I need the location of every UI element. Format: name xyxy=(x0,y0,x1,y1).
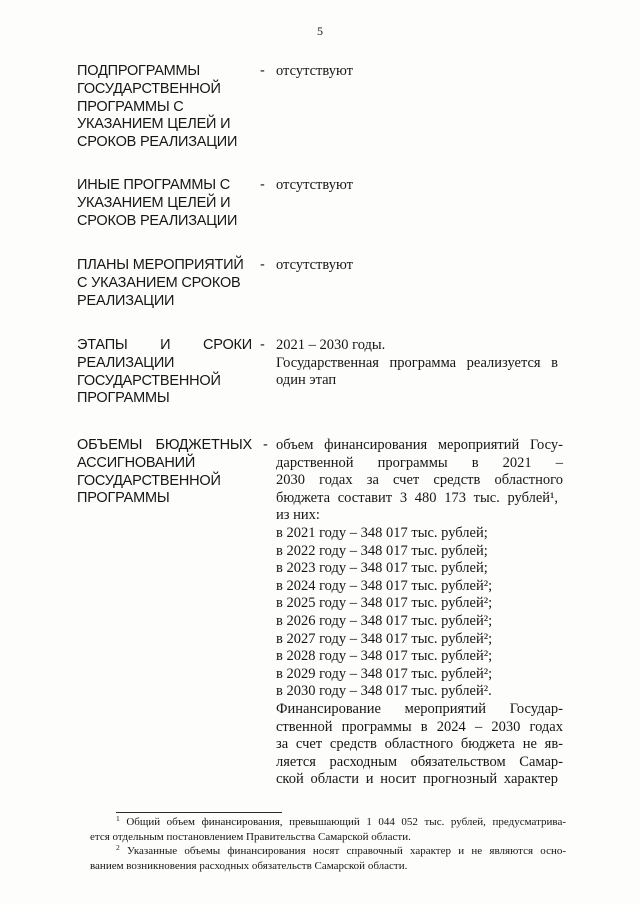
row-label xyxy=(77,437,257,508)
row-label-line: СРОКОВ РЕАЛИЗАЦИИ xyxy=(77,212,238,229)
row-value xyxy=(276,177,563,195)
row-label-line: ПРОГРАММЫ xyxy=(77,390,170,407)
row-label-line: ИНЫЕ ПРОГРАММЫ С xyxy=(77,177,231,193)
funding-year-line: в 2025 году – 348 017 тыс. рублей²; xyxy=(276,595,493,612)
row-value xyxy=(276,437,563,789)
row-label-line: РЕАЛИЗАЦИИ xyxy=(77,292,175,309)
row-value xyxy=(276,63,563,81)
funding-year-line: в 2021 году – 348 017 тыс. рублей; xyxy=(276,524,488,541)
row-value-line: один этап xyxy=(276,372,337,389)
row-label-line: ЭТАПЫ И СРОКИ xyxy=(77,337,252,353)
funding-year-line: в 2026 году – 348 017 тыс. рублей²; xyxy=(276,612,493,629)
row-label-line: ПОДПРОГРАММЫ xyxy=(77,63,201,79)
footnote-1-line: ется отдельным постановлением Правительства Самарской области. xyxy=(90,830,411,843)
row-value-line: отсутствуют xyxy=(276,63,353,79)
row-dash: - xyxy=(260,177,265,193)
row-value xyxy=(276,257,563,275)
row-label-line: ОБЪЕМЫ БЮДЖЕТНЫХ xyxy=(77,437,252,453)
row-label-line: С УКАЗАНИЕМ СРОКОВ xyxy=(77,274,241,291)
row-value-line: отсутствуют xyxy=(276,177,353,193)
footnote-text: Указанные объемы финансирования носят справочный характер и не являются осно- xyxy=(127,845,566,857)
row-value-line: ляется расходным обязательством Самар- xyxy=(276,753,563,770)
row-value xyxy=(276,337,563,390)
row-value-line: за счет средств областного бюджета не яв- xyxy=(276,736,563,753)
funding-year-line: в 2028 году – 348 017 тыс. рублей²; xyxy=(276,648,493,665)
footnote-marker: 1 xyxy=(116,814,120,823)
row-label xyxy=(77,63,257,152)
funding-year-line: в 2027 году – 348 017 тыс. рублей²; xyxy=(276,630,493,647)
row-label-line: ГОСУДАРСТВЕННОЙ xyxy=(77,80,221,97)
row-label-line: ПЛАНЫ МЕРОПРИЯТИЙ xyxy=(77,257,244,273)
footnote-2-line xyxy=(116,844,566,859)
row-dash: - xyxy=(263,437,268,453)
row-value-line: дарственной программы в 2021 – xyxy=(276,454,563,471)
row-label-line: УКАЗАНИЕМ ЦЕЛЕЙ И xyxy=(77,116,231,133)
row-value-line: бюджета составит 3 480 173 тыс. рублей¹, xyxy=(276,489,558,506)
footnote-separator xyxy=(116,812,282,813)
funding-year-line: в 2030 году – 348 017 тыс. рублей². xyxy=(276,683,492,700)
page-number: 5 xyxy=(317,24,323,38)
row-label xyxy=(77,177,257,230)
footnote-1-line xyxy=(116,815,566,830)
row-value-line: 2030 годах за счет средств областного xyxy=(276,472,563,489)
footnote-marker: 2 xyxy=(116,843,120,852)
footnote-text: Общий объем финансирования, превышающий 1 044 052 тыс. рублей, предусматрива- xyxy=(126,816,566,828)
row-dash: - xyxy=(260,63,265,79)
row-label-line: РЕАЛИЗАЦИИ xyxy=(77,354,175,371)
row-value-line: Финансирование мероприятий Государ- xyxy=(276,700,563,717)
row-dash: - xyxy=(260,257,265,273)
row-value-line: ской области и носит прогнозный характер xyxy=(276,771,558,788)
row-label xyxy=(77,337,257,408)
funding-year-line: в 2023 году – 348 017 тыс. рублей; xyxy=(276,560,488,577)
funding-year-line: в 2022 году – 348 017 тыс. рублей; xyxy=(276,542,488,559)
row-label-line: ГОСУДАРСТВЕННОЙ xyxy=(77,472,221,489)
row-label-line: СРОКОВ РЕАЛИЗАЦИИ xyxy=(77,134,238,151)
funding-year-line: в 2029 году – 348 017 тыс. рублей²; xyxy=(276,665,493,682)
row-value-line: ственной программы в 2024 – 2030 годах xyxy=(276,718,563,735)
row-value-line: Государственная программа реализуется в xyxy=(276,354,558,371)
row-label xyxy=(77,257,257,310)
row-label-line: ПРОГРАММЫ xyxy=(77,490,170,507)
row-dash: - xyxy=(260,337,265,353)
row-value-line: объем финансирования мероприятий Госу- xyxy=(276,437,563,453)
footnotes xyxy=(90,815,566,873)
row-value-line: из них: xyxy=(276,507,320,524)
row-label-line: АССИГНОВАНИЙ xyxy=(77,454,196,471)
row-value-line: 2021 – 2030 годы. xyxy=(276,337,386,353)
row-label-line: УКАЗАНИЕМ ЦЕЛЕЙ И xyxy=(77,194,231,211)
row-value-line: отсутствуют xyxy=(276,257,353,273)
funding-year-line: в 2024 году – 348 017 тыс. рублей²; xyxy=(276,577,493,594)
row-label-line: ГОСУДАРСТВЕННОЙ xyxy=(77,372,221,389)
footnote-2-line: ванием возникновения расходных обязательств Самарской области. xyxy=(90,859,408,872)
row-label-line: ПРОГРАММЫ С xyxy=(77,98,184,115)
